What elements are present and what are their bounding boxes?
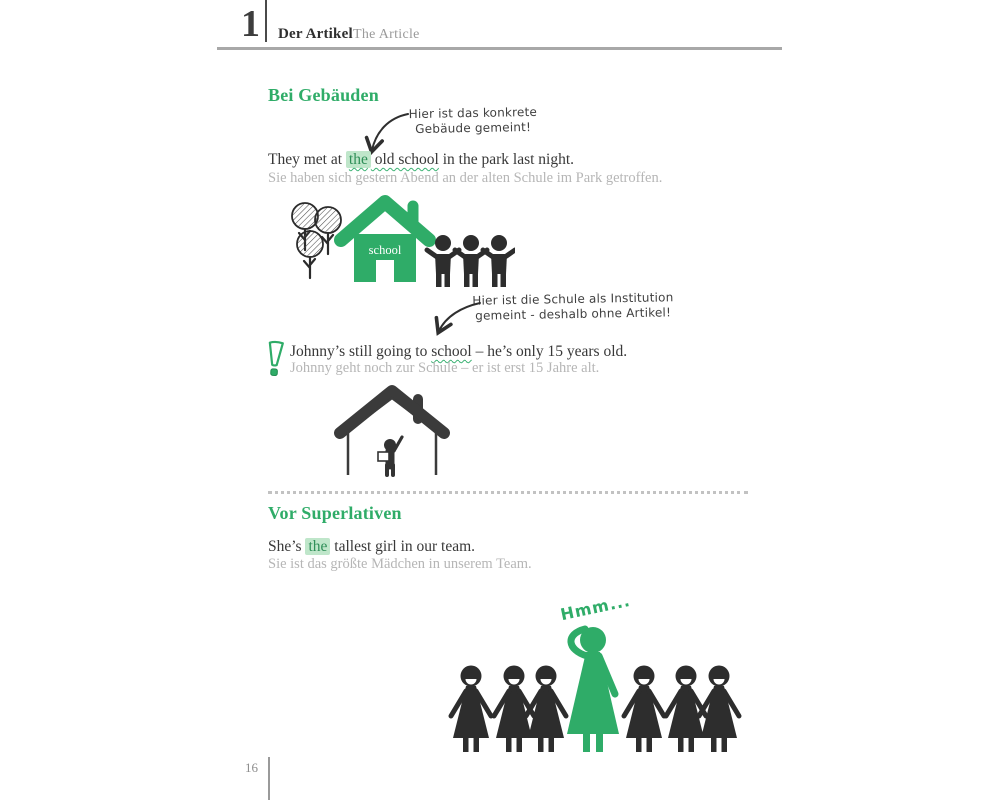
chapter-title-english: The Article [353, 27, 420, 42]
annotation-institution [468, 290, 678, 324]
person-icon [483, 235, 515, 287]
example-sentence-german: Johnny geht noch zur Schule – er ist erst 15 Jahre alt. [290, 360, 600, 376]
exclamation-icon [263, 339, 289, 378]
highlighted-article: the [305, 538, 330, 555]
section-heading-buildings: Bei Gebäuden [268, 85, 379, 105]
school-label: school [368, 243, 402, 257]
school-house-icon [341, 202, 429, 282]
chapter-divider-bar [265, 0, 267, 42]
sentence-text: Johnny’s still going to [290, 343, 432, 360]
person-icon [455, 235, 487, 287]
woman-icon [526, 666, 566, 753]
annotation-line: gemeint - deshalb ohne Artikel! [475, 305, 672, 323]
underlined-phrase: old school [370, 151, 439, 168]
dotted-divider [268, 491, 748, 494]
thought-text: Hmm... [558, 590, 633, 625]
sentence-text: They met at [268, 151, 346, 168]
tree-icon [297, 231, 323, 278]
woman-icon [666, 666, 706, 753]
example-sentence-english [290, 343, 627, 361]
woman-icon [624, 666, 664, 753]
page-number: 16 [245, 760, 258, 775]
sentence-text: – he’s only 15 years old. [471, 343, 628, 360]
chapter-title-german: Der Artikel [278, 26, 353, 42]
pupil-icon [378, 437, 402, 475]
highlighted-article: the [346, 151, 371, 168]
tall-girl-icon [567, 627, 619, 752]
underlined-phrase: school [431, 343, 472, 360]
curved-arrow-icon [430, 298, 486, 340]
section-heading-superlatives: Vor Superlativen [268, 503, 402, 523]
sentence-text: tallest girl in our team. [330, 538, 476, 555]
woman-icon [451, 666, 491, 753]
sentence-text: in the park last night. [438, 151, 575, 168]
annotation-concrete-building [398, 105, 549, 138]
annotation-line: Hier ist das konkrete [408, 104, 538, 122]
example-sentence-english [268, 538, 475, 556]
chapter-number: 1 [241, 3, 260, 45]
example-sentence-english [268, 151, 574, 169]
example-sentence-german: Sie haben sich gestern Abend an der alten Schule im Park getroffen. [268, 170, 663, 186]
sentence-text: She’s [268, 538, 306, 555]
house-outline-illustration [330, 383, 460, 477]
annotation-line: Gebäude gemeint! [415, 119, 532, 137]
annotation-line: Hier ist die Schule als Institution [472, 290, 674, 308]
woman-icon [699, 666, 739, 753]
header-rule [217, 47, 782, 50]
tallest-girl-illustration [443, 612, 748, 757]
school-scene-illustration [285, 190, 515, 290]
footer-bar [268, 757, 270, 800]
example-sentence-german: Sie ist das größte Mädchen in unserem Team. [268, 556, 532, 572]
